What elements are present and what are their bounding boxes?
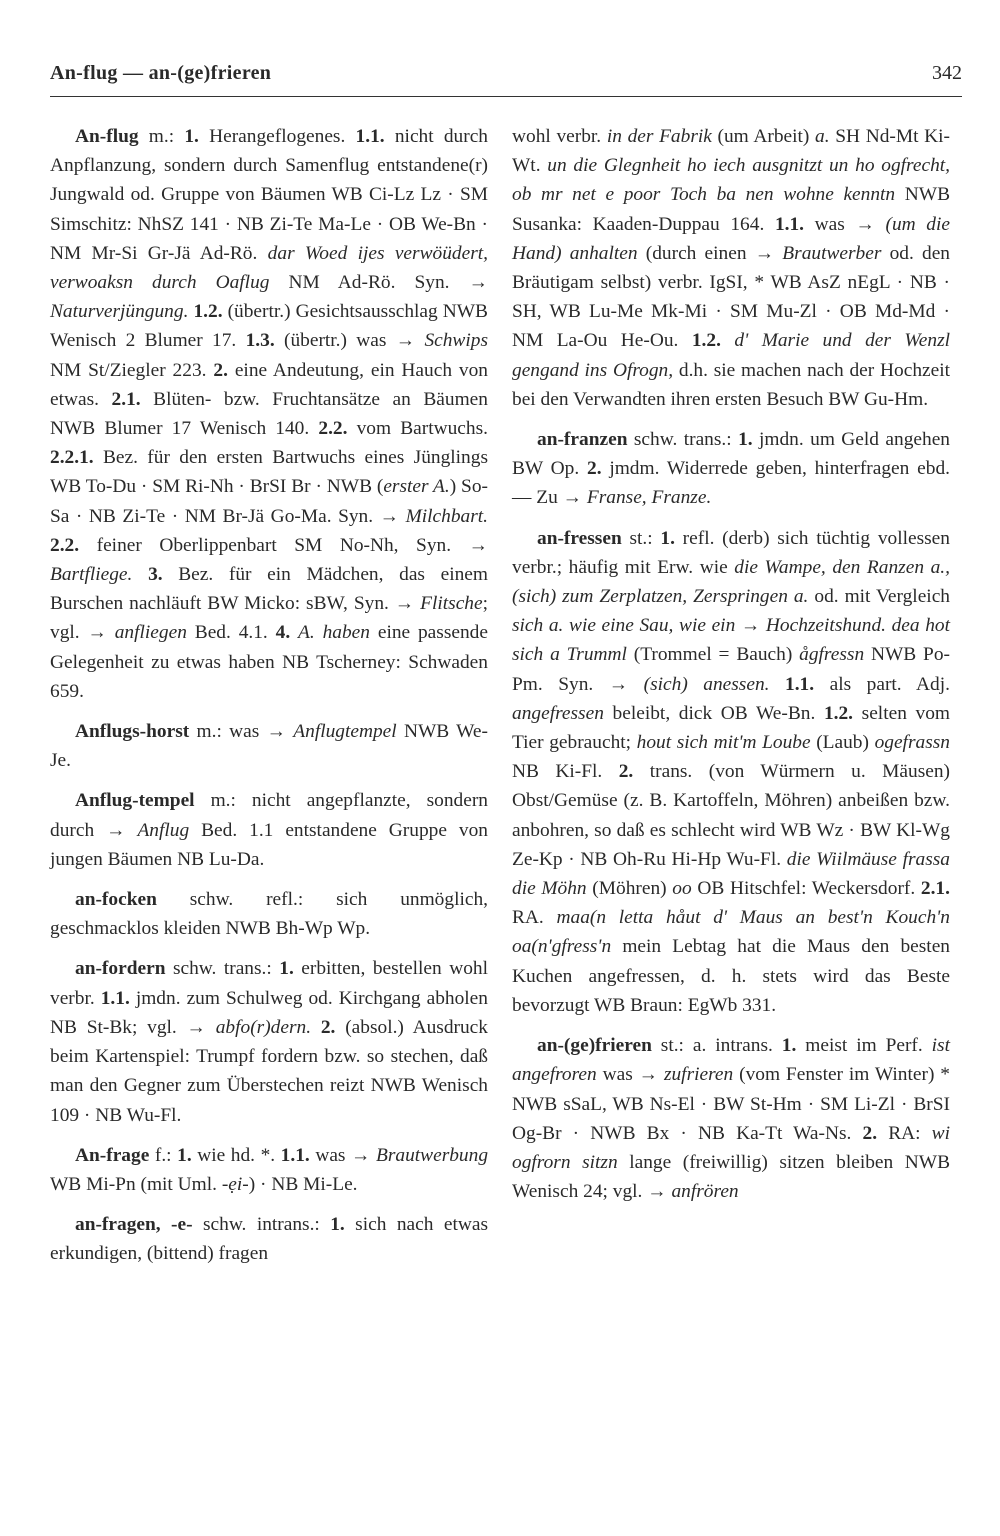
sense-number: 1.3. bbox=[245, 330, 275, 352]
example-text: -ẹi- bbox=[221, 1173, 249, 1195]
entry-text: beleibt, dick OB We-Bn. bbox=[603, 702, 824, 724]
entry-text: was → bbox=[309, 1144, 376, 1166]
example-text: angefressen bbox=[512, 702, 604, 724]
example-text: Flitsche bbox=[420, 593, 483, 615]
sense-number: 2.2. bbox=[50, 534, 80, 556]
headword: an-fragen, -e- bbox=[75, 1214, 193, 1236]
sense-number: 1.2. bbox=[823, 702, 854, 724]
entry-text: schw. trans.: bbox=[627, 429, 739, 451]
headword: an-franzen bbox=[537, 429, 628, 451]
sense-number: 1.2. bbox=[193, 301, 223, 323]
entry-text bbox=[770, 674, 786, 695]
entry-text: meist im Perf. bbox=[796, 1035, 932, 1057]
entry-text: Blüten- bzw. Fruchtansätze an Bäumen NWB Blumer 17 Wenisch 140. bbox=[50, 388, 488, 440]
entry-text: lange (freiwillig) sitzen bleiben NWB Wenisch 24; vgl. → bbox=[512, 1151, 950, 1203]
entry-text: (übertr.) Gesichtsausschlag NWB Wenisch 2 Blumer 17. bbox=[50, 301, 488, 352]
entry-text: (durch einen → bbox=[637, 242, 783, 264]
left-column bbox=[50, 122, 488, 1280]
example-text: oo bbox=[672, 878, 692, 900]
headword: Anflugs-horst bbox=[75, 721, 190, 743]
entry-text: wohl verbr. bbox=[512, 126, 607, 147]
entry-text: st.: a. intrans. bbox=[651, 1035, 782, 1057]
entry-text: trans. (von Würmern u. Mäusen) Obst/Gemüse (z. B. Kartoffeln, Möhren) anbeißen bzw. anbohren, so daß es schlecht wird WB Wz · BW Kl-Wg Ze-Kp · NB Oh-Ru Hi-Hp Wu-Fl. bbox=[512, 761, 950, 870]
headword: an-(ge)frieren bbox=[537, 1035, 652, 1057]
sense-number: 1.2. bbox=[691, 330, 721, 352]
sense-number: 1. bbox=[177, 1144, 192, 1166]
example-text: ogefrassn bbox=[874, 732, 950, 754]
entry-text: NM Ad-Rö. Syn. → bbox=[269, 272, 488, 294]
entry-text: WB Mi-Pn (mit Uml. bbox=[50, 1173, 222, 1195]
entry-text: nicht durch Anpflanzung, sondern durch Samenflug entstandene(r) Jungwald od. Gruppe von Bäumen WB Ci-Lz Lz · SM Simschitz: NhSZ 141 · NB Zi-Te Ma-Le · OB We-Bn · NM Mr-Si Gr-Jä Ad-Rö. bbox=[50, 126, 489, 264]
headword: an-fordern bbox=[75, 958, 166, 980]
entry-text: sich nach etwas erkundigen, (bittend) fragen bbox=[50, 1214, 488, 1265]
example-text: Milchbart. bbox=[405, 505, 488, 527]
example-text: Naturverjüngung. bbox=[50, 301, 189, 323]
entry-text: Bez. für ein Mädchen, das einem Burschen nachläuft BW Micko: sBW, Syn. → bbox=[50, 564, 488, 615]
sense-number: 1. bbox=[279, 958, 294, 980]
example-text: Brautwerber bbox=[782, 242, 882, 264]
entry-text: jmdn. um Geld angehen BW Op. bbox=[512, 429, 950, 480]
entry-text: mein Lebtag hat die Maus den besten Kuchen angefressen, d. h. stets wird das Beste bevorzugt WB Braun: EgWb 331. bbox=[512, 936, 950, 1016]
example-text: abfo(r)dern. bbox=[215, 1016, 312, 1038]
entry-text: (um Arbeit) bbox=[711, 126, 816, 147]
dictionary-entry bbox=[50, 885, 488, 943]
entry-text: NB Ki-Fl. bbox=[512, 761, 619, 783]
entry-text: m.: nicht angepflanzte, sondern durch → bbox=[50, 790, 488, 841]
headword: Anflug-tempel bbox=[75, 790, 195, 812]
entry-text: RA. bbox=[512, 907, 557, 929]
entry-text: (Möhren) bbox=[586, 878, 673, 900]
example-text: die Wiilmäuse frassa die Möhn bbox=[512, 848, 951, 900]
entry-text: was → bbox=[596, 1064, 664, 1086]
page-number: 342 bbox=[932, 62, 962, 84]
sense-number: 1.1. bbox=[355, 126, 385, 147]
entry-text: d.h. sie machen nach der Hochzeit bei den Verwandten ihren ersten Besuch BW Gu-Hm. bbox=[512, 359, 950, 410]
entry-text: od. den Bräutigam selbst) verbr. IgSI, * WB AsZ nEgL · NB · SH, WB Lu-Me Mk-Mi · SM Mu-Zl · OB Md-Md · NM La-Ou He-Ou. bbox=[512, 242, 950, 352]
entry-text: jmdn. zum Schulweg od. Kirchgang abholen NB St-Bk; vgl. → bbox=[50, 987, 488, 1038]
entry-text: was → bbox=[804, 213, 886, 235]
sense-number: 1. bbox=[184, 126, 199, 147]
sense-number: 1. bbox=[660, 527, 675, 549]
entry-text: eine passende Gelegenheit zu etwas haben NB Tscherney: Schwaden 659. bbox=[50, 622, 488, 702]
example-text: ist angefroren bbox=[512, 1035, 950, 1086]
entry-text: Bed. 4.1. bbox=[186, 622, 276, 644]
sense-number: 2.1. bbox=[111, 388, 141, 410]
entry-text: (Laub) bbox=[810, 732, 875, 754]
example-text: (um die Hand) anhalten bbox=[512, 213, 950, 264]
sense-number: 1.1. bbox=[280, 1144, 310, 1166]
dictionary-entry bbox=[50, 1141, 488, 1199]
entry-text: RA: bbox=[877, 1122, 932, 1144]
dictionary-entry bbox=[50, 786, 488, 874]
example-text: Anflug bbox=[137, 819, 190, 841]
example-text: Brautwerbung bbox=[375, 1144, 489, 1166]
sense-number: 2. bbox=[213, 359, 228, 381]
sense-number: 2. bbox=[587, 458, 602, 480]
entry-text: (absol.) Ausdruck beim Kartenspiel: Trumpf fordern bzw. so stechen, daß man den Gegner zum Überstechen reizt NWB Wenisch 109 · NB Wu-Fl. bbox=[50, 1016, 488, 1126]
entry-text bbox=[290, 622, 298, 643]
example-text: dar Woed ijes verwöüdert, verwoaksn durch Oaflug bbox=[50, 242, 488, 294]
entry-text: od. mit Vergleich bbox=[808, 586, 950, 608]
example-text: hout sich mit'm Loube bbox=[636, 732, 811, 754]
running-head-title: An-flug — an-(ge)frieren bbox=[50, 62, 272, 84]
entry-text: OB Hitschfel: Weckersdorf. bbox=[691, 878, 921, 900]
entry-text: (übertr.) was → bbox=[274, 330, 425, 352]
example-text: in der Fabrik bbox=[606, 126, 712, 147]
entry-text: Bed. 1.1 entstandene Gruppe von jungen Bäumen NB Lu-Da. bbox=[50, 819, 488, 870]
entry-text: als part. Adj. bbox=[814, 673, 950, 695]
sense-number: 1.1. bbox=[100, 987, 130, 1009]
example-text: wi ogfrorn sitzn bbox=[512, 1122, 950, 1173]
example-text: ågfressn bbox=[799, 644, 865, 666]
example-text: sich a. wie eine Sau, wie ein → Hochzeitshund. dea hot sich a Trumml bbox=[512, 615, 950, 666]
example-text: Schwips bbox=[424, 330, 488, 352]
entry-text: (Trommel = Bauch) bbox=[626, 644, 800, 666]
entry-text bbox=[132, 564, 148, 585]
dictionary-entry bbox=[512, 425, 950, 513]
entry-text: ) So-Sa · NB Zi-Te · NM Br-Jä Go-Ma. Syn. → bbox=[50, 476, 488, 527]
headword: an-focken bbox=[75, 889, 157, 911]
entry-text: st.: bbox=[621, 527, 661, 549]
page-header bbox=[50, 60, 962, 97]
sense-number: 1. bbox=[738, 429, 753, 451]
sense-number: 4. bbox=[275, 622, 291, 644]
sense-number: 3. bbox=[148, 564, 163, 586]
entry-text: wie hd. *. bbox=[191, 1144, 281, 1166]
entry-text: schw. trans.: bbox=[165, 958, 280, 980]
entry-text: jmdm. Widerrede geben, hinterfragen ebd. — Zu → bbox=[512, 458, 950, 509]
example-text: erster A. bbox=[383, 476, 450, 498]
sense-number: 2.2. bbox=[318, 418, 348, 440]
example-text: Anflugtempel bbox=[293, 721, 397, 743]
entry-text: eine Andeutung, ein Hauch von etwas. bbox=[50, 359, 488, 410]
sense-number: 2. bbox=[320, 1016, 336, 1038]
entry-text: f.: bbox=[149, 1144, 178, 1166]
dictionary-entry bbox=[512, 524, 950, 1020]
entry-text bbox=[721, 330, 734, 351]
example-text: d' Marie und der Wenzl gengand ins Ofrogn, bbox=[512, 330, 950, 381]
entry-text: schw. intrans.: bbox=[192, 1214, 331, 1236]
entry-text: (vom Fenster im Winter) * NWB sSaL, WB Ns-El · BW St-Hm · SM Li-Zl · BrSI Og-Br · NWB Bx · NB Ka-Tt Wa-Ns. bbox=[512, 1064, 950, 1144]
example-text: zufrieren bbox=[663, 1064, 734, 1086]
entry-text: erbitten, bestellen wohl verbr. bbox=[50, 958, 488, 1009]
example-text: maa(n letta håut d' Maus an best'n Kouch'n oa(n'gfress'n bbox=[512, 907, 950, 958]
example-text: Bartfliege. bbox=[50, 564, 133, 586]
entry-text: ) · NB Mi-Le. bbox=[248, 1173, 358, 1195]
entry-text: NM St/Ziegler 223. bbox=[50, 359, 214, 381]
entry-text: Bez. für den ersten Bartwuchs eines Jünglings WB To-Du · SM Ri-Nh · BrSI Br · NWB ( bbox=[50, 447, 488, 498]
entry-text: Herangeflogenes. bbox=[198, 126, 356, 147]
entry-text: feiner Oberlippenbart SM No-Nh, Syn. → bbox=[79, 534, 488, 556]
dictionary-entry bbox=[50, 717, 488, 775]
example-text: anfliegen bbox=[114, 622, 187, 644]
entry-text: NWB Susanka: Kaaden-Duppau 164. bbox=[512, 184, 950, 235]
entry-text: m.: bbox=[138, 126, 185, 147]
right-column bbox=[512, 122, 950, 1217]
sense-number: 1.1. bbox=[785, 673, 815, 695]
dictionary-entry bbox=[512, 1031, 950, 1206]
example-text: anfrören bbox=[671, 1181, 739, 1203]
entry-continuation bbox=[512, 122, 950, 414]
entry-text: NWB Po-Pm. Syn. → bbox=[512, 644, 950, 695]
entry-text: schw. refl.: sich unmöglich, geschmacklos kleiden NWB Bh-Wp Wp. bbox=[50, 889, 488, 940]
entry-text: refl. (derb) sich tüchtig vollessen verbr.; häufig mit Erw. wie bbox=[512, 527, 950, 578]
headword: an-fressen bbox=[537, 527, 622, 549]
headword: An-flug bbox=[75, 126, 139, 147]
dictionary-entry bbox=[50, 1210, 488, 1268]
entry-text bbox=[311, 1017, 321, 1038]
entry-text: selten vom Tier gebraucht; bbox=[512, 702, 950, 754]
example-text: Franse, Franze. bbox=[586, 487, 712, 509]
example-text: A. haben bbox=[298, 622, 370, 644]
dictionary-entry bbox=[50, 954, 488, 1129]
entry-text: SH Nd-Mt Ki-Wt. bbox=[512, 126, 951, 177]
sense-number: 2. bbox=[862, 1122, 878, 1144]
sense-number: 2.2.1. bbox=[50, 447, 94, 469]
sense-number: 2. bbox=[618, 761, 634, 783]
entry-text: NWB We-Je. bbox=[50, 721, 488, 772]
sense-number: 1. bbox=[781, 1035, 797, 1057]
example-text: die Wampe, den Ranzen a., (sich) zum Zerplatzen, Zerspringen a. bbox=[512, 556, 950, 608]
sense-number: 1. bbox=[330, 1214, 345, 1236]
sense-number: 1.1. bbox=[774, 213, 805, 235]
headword: An-frage bbox=[75, 1144, 150, 1166]
entry-text: m.: was → bbox=[189, 721, 294, 743]
example-text: (sich) anessen. bbox=[643, 673, 770, 695]
sense-number: 2.1. bbox=[920, 878, 950, 900]
example-text: un die Glegnheit ho iech ausgnitzt un ho ogfrecht, ob mr net e poor Toch ba nen wohne kenntn bbox=[512, 155, 950, 206]
entry-text: vom Bartwuchs. bbox=[347, 418, 489, 440]
example-text: a. bbox=[815, 126, 830, 147]
entry-text: ; vgl. → bbox=[50, 593, 488, 644]
dictionary-entry bbox=[50, 122, 488, 706]
